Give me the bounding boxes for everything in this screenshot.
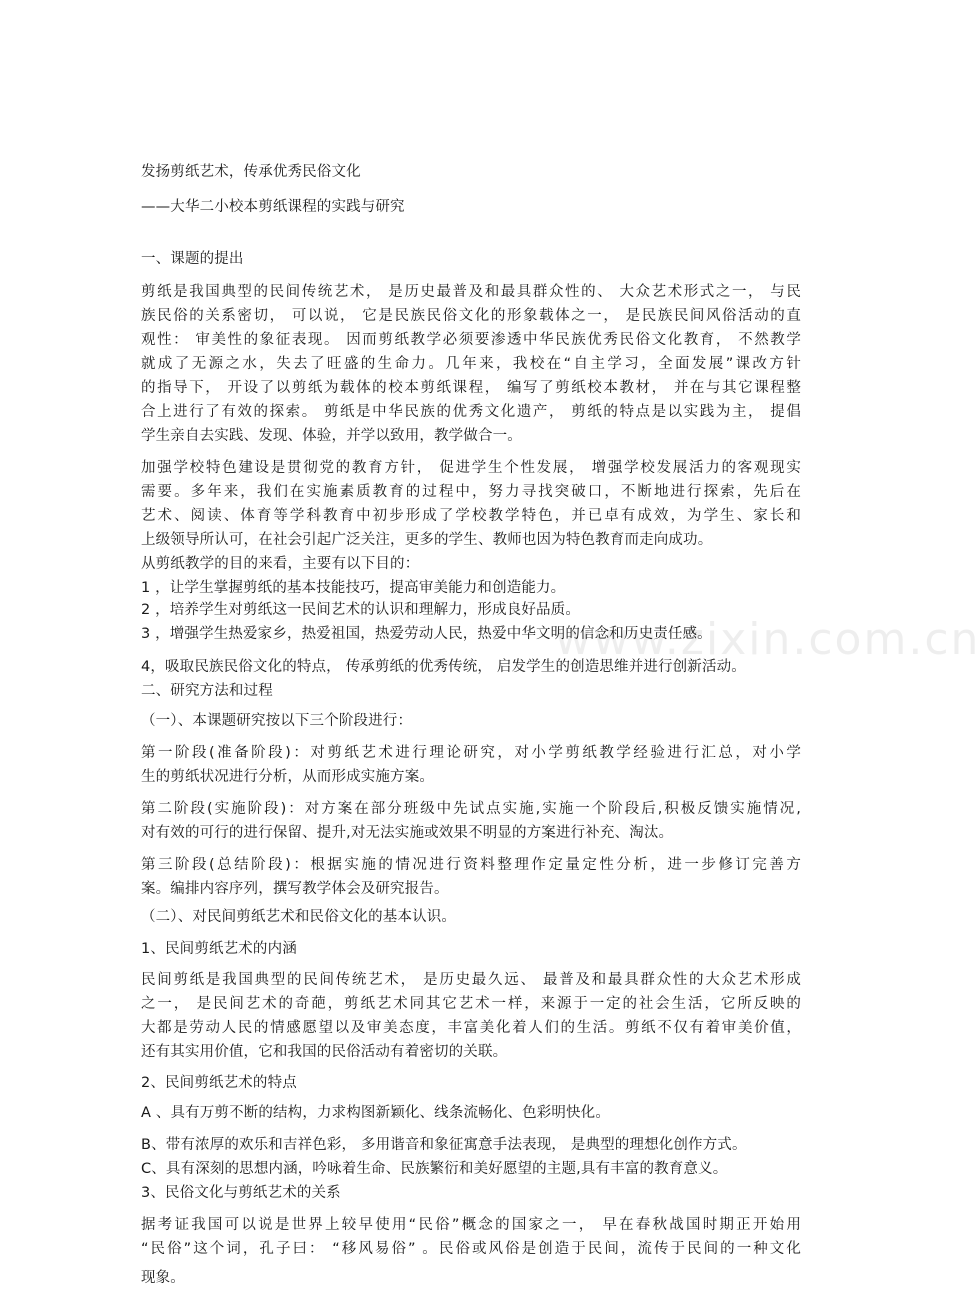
paragraph-line: 就成了无源之水，失去了旺盛的生命力。几年来，我校在“自主学习，全面发展”课改方针 (141, 356, 801, 372)
paragraph-line: 第一阶段(准备阶段)：对剪纸艺术进行理论研究，对小学剪纸教学经验进行汇总，对小学 (141, 745, 801, 761)
paragraph-line: 对有效的可行的进行保留、提升,对无法实施或效果不明显的方案进行补充、淘汰。 (141, 825, 674, 841)
item-heading: 2、民间剪纸艺术的特点 (141, 1075, 297, 1091)
paragraph-line: 还有其实用价值，它和我国的民俗活动有着密切的关联。 (141, 1044, 508, 1060)
item-heading: 3、民俗文化与剪纸艺术的关系 (141, 1185, 341, 1201)
paragraph-line: 大都是劳动人民的情感愿望以及审美态度，丰富美化着人们的生活。剪纸不仅有着审美价值， (141, 1020, 801, 1036)
paragraph-line: 上级领导所认可，在社会引起广泛关注，更多的学生、教师也因为特色教育而走向成功。 (141, 532, 713, 548)
section-heading-2: 二、研究方法和过程 (141, 683, 273, 699)
subsection-heading: （二）、对民间剪纸艺术和民俗文化的基本认识。 (141, 909, 457, 925)
document-subtitle: ——大华二小校本剪纸课程的实践与研究 (141, 199, 405, 215)
feature-item: A 、具有万剪不断的结构，力求构图新颖化、线条流畅化、色彩明快化。 (141, 1105, 610, 1121)
purpose-intro: 从剪纸教学的目的来看，主要有以下目的： (141, 556, 420, 572)
item-heading: 1、民间剪纸艺术的内涵 (141, 941, 297, 957)
goal-item: 4，吸取民族民俗文化的特点， 传承剪纸的优秀传统， 启发学生的创造思维并进行创新活动。 (141, 659, 746, 675)
paragraph-line: 艺术、阅读、体育等学科教育中初步形成了学校教学特色，并已卓有成效，为学生、家长和 (141, 508, 801, 524)
feature-item: C、具有深刻的思想内涵，吟咏着生命、民族繁衍和美好愿望的主题,具有丰富的教育意义。 (141, 1161, 728, 1177)
paragraph-line: 生的剪纸状况进行分析，从而形成实施方案。 (141, 769, 434, 785)
paragraph-line: 合上进行了有效的探索。 剪纸是中华民族的优秀文化遗产， 剪纸的特点是以实践为主， 提倡 (141, 404, 801, 420)
paragraph-line: 剪纸是我国典型的民间传统艺术， 是历史最普及和最具群众性的、 大众艺术形式之一， 与民 (141, 284, 801, 300)
paragraph-line: 之一， 是民间艺术的奇葩，剪纸艺术同其它艺术一样，来源于一定的社会生活，它所反映的 (141, 996, 801, 1012)
paragraph-line: 据考证我国可以说是世界上较早使用“民俗”概念的国家之一， 早在春秋战国时期正开始用 (141, 1217, 801, 1233)
paragraph-line: 观性： 审美性的象征表现。 因而剪纸教学必须要渗透中华民族优秀民俗文化教育， 不然教学 (141, 332, 801, 348)
paragraph-line: 的指导下， 开设了以剪纸为载体的校本剪纸课程， 编写了剪纸校本教材， 并在与其它课程整 (141, 380, 801, 396)
paragraph-line: 民间剪纸是我国典型的民间传统艺术， 是历史最久远、 最普及和最具群众性的大众艺术形成 (141, 972, 801, 988)
goal-item: 2 ，培养学生对剪纸这一民间艺术的认识和理解力，形成良好品质。 (141, 602, 580, 618)
subsection-heading: （一）、本课题研究按以下三个阶段进行： (141, 713, 413, 729)
section-heading-1: 一、课题的提出 (141, 251, 244, 267)
paragraph-line: 需要。多年来，我们在实施素质教育的过程中，努力寻找突破口，不断地进行探索，先后在 (141, 484, 801, 500)
paragraph-line: “民俗”这个词，孔子曰： “移风易俗” 。民俗或风俗是创造于民间，流传于民间的一种文化 (141, 1241, 801, 1257)
document-title: 发扬剪纸艺术，传承优秀民俗文化 (141, 164, 361, 180)
paragraph-line: 案。编排内容序列，撰写教学体会及研究报告。 (141, 881, 449, 897)
feature-item: B、带有浓厚的欢乐和吉祥色彩， 多用谐音和象征寓意手法表现， 是典型的理想化创作方式。 (141, 1137, 747, 1153)
goal-item: 3 ，增强学生热爱家乡，热爱祖国，热爱劳动人民，热爱中华文明的信念和历史责任感。 (141, 626, 712, 642)
paragraph-line: 加强学校特色建设是贯彻党的教育方针， 促进学生个性发展， 增强学校发展活力的客观现实 (141, 460, 801, 476)
paragraph-line: 族民俗的关系密切， 可以说， 它是民族民俗文化的形象载体之一， 是民族民间风俗活动的直 (141, 308, 801, 324)
paragraph-line: 第三阶段(总结阶段)：根据实施的情况进行资料整理作定量定性分析，进一步修订完善方 (141, 857, 801, 873)
paragraph-line: 学生亲自去实践、发现、体验，并学以致用，教学做合一。 (141, 428, 522, 444)
paragraph-line: 现象。 (141, 1270, 185, 1286)
paragraph-line: 第二阶段(实施阶段)：对方案在部分班级中先试点实施,实施一个阶段后,积极反馈实施情况, (141, 801, 801, 817)
watermark: www.zixin.com.cn (555, 614, 980, 665)
goal-item: 1 ，让学生掌握剪纸的基本技能技巧，提高审美能力和创造能力。 (141, 580, 566, 596)
